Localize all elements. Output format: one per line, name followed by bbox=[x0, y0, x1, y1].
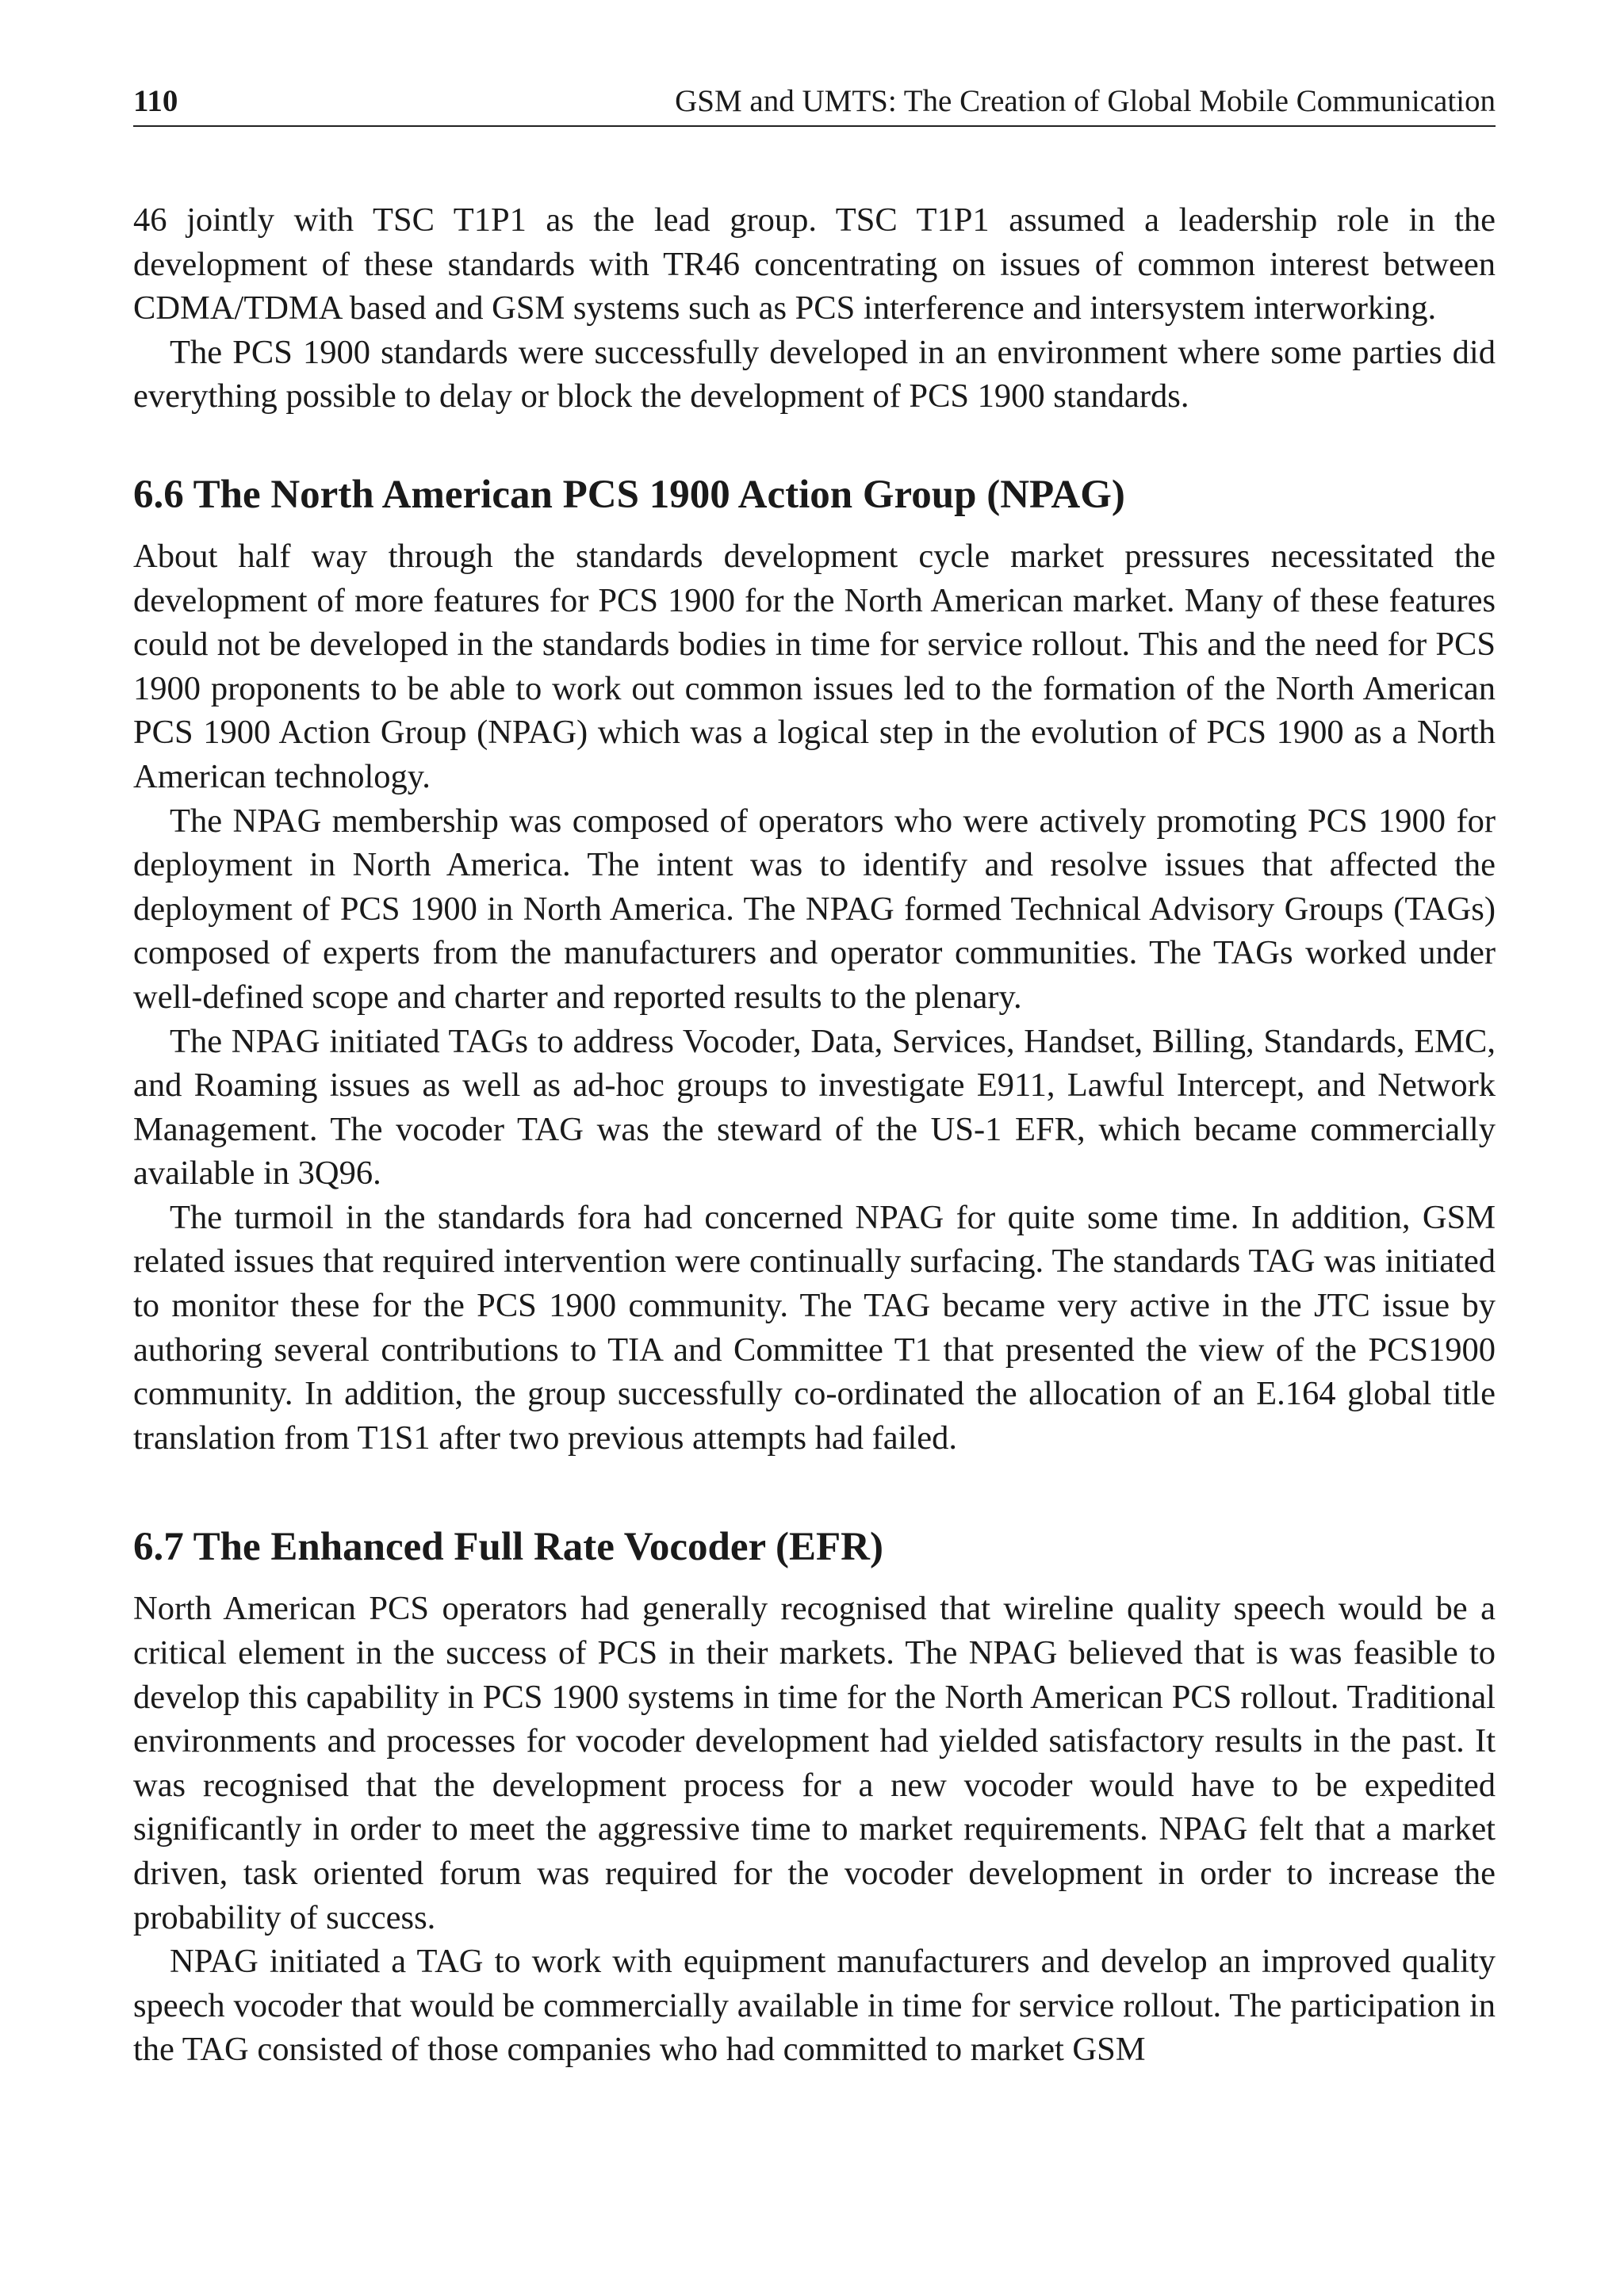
page-number: 110 bbox=[133, 84, 178, 118]
body-paragraph: The NPAG initiated TAGs to address Vocoder, Data, Services, Handset, Billing, Standards, EMC, and Roaming issues as well as ad-hoc groups to investigate E911, Lawful Intercept, and Network Management. The vocoder TAG was the steward of the US-1 EFR, which became commercially available in 3Q96. bbox=[133, 1022, 1496, 1193]
body-paragraph: NPAG initiated a TAG to work with equipment manufacturers and develop an improved quality speech vocoder that would be commercially available in time for service rollout. The participation in the TAG consisted of those companies who had committed to market GSM bbox=[133, 1943, 1496, 2069]
body-paragraph: The NPAG membership was composed of operators who were actively promoting PCS 1900 for deployment in North America. The intent was to identify and resolve issues that affected the deployment of PCS 1900 in North America. The NPAG formed Technical Advisory Groups (TAGs) composed of experts from the manufacturers and operator communities. The TAGs worked under well-defined scope and charter and reported results to the plenary. bbox=[133, 802, 1496, 1016]
body-paragraph: About half way through the standards development cycle market pressures necessitated the development of more features for PCS 1900 for the North American market. Many of these features could not be developed in the standards bodies in time for service rollout. This and the need for PCS 1900 proponents to be able to work out common issues led to the formation of the North American PCS 1900 Action Group (NPAG) which was a logical step in the evolution of PCS 1900 as a North American technology. bbox=[133, 537, 1496, 795]
body-paragraph: The PCS 1900 standards were successfully developed in an environment where some parties did everything possible to delay or block the development of PCS 1900 standards. bbox=[133, 333, 1496, 415]
section-heading-6-7: 6.7 The Enhanced Full Rate Vocoder (EFR) bbox=[133, 1525, 883, 1570]
running-header bbox=[133, 82, 1496, 127]
section-heading-6-6: 6.6 The North American PCS 1900 Action Group (NPAG) bbox=[133, 472, 1125, 517]
body-paragraph: North American PCS operators had generally recognised that wireline quality speech would be a critical element in the success of PCS in their markets. The NPAG believed that is was feasible to develop this capability in PCS 1900 systems in time for the North American PCS rollout. Traditional environments and processes for vocoder development had yielded satisfactory results in the past. It was recognised that the development process for a new vocoder would have to be expedited significantly in order to meet the aggressive time to market requirements. NPAG felt that a market driven, task oriented forum was required for the vocoder development in order to increase the probability of success. bbox=[133, 1590, 1496, 1936]
running-title: GSM and UMTS: The Creation of Global Mobile Communication bbox=[675, 84, 1496, 118]
body-paragraph: 46 jointly with TSC T1P1 as the lead group. TSC T1P1 assumed a leadership role in the development of these standards with TR46 concentrating on issues of common interest between CDMA/TDMA based and GSM systems such as PCS interference and intersystem interworking. bbox=[133, 201, 1496, 327]
body-paragraph: The turmoil in the standards fora had concerned NPAG for quite some time. In addition, GSM related issues that required intervention were continually surfacing. The standards TAG was initiated to monitor these for the PCS 1900 community. The TAG became very active in the JTC issue by authoring several contributions to TIA and Committee T1 that presented the view of the PCS1900 community. In addition, the group successfully co-ordinated the allocation of an E.164 global title translation from T1S1 after two previous attempts had failed. bbox=[133, 1198, 1496, 1457]
page-body bbox=[133, 198, 1496, 2072]
